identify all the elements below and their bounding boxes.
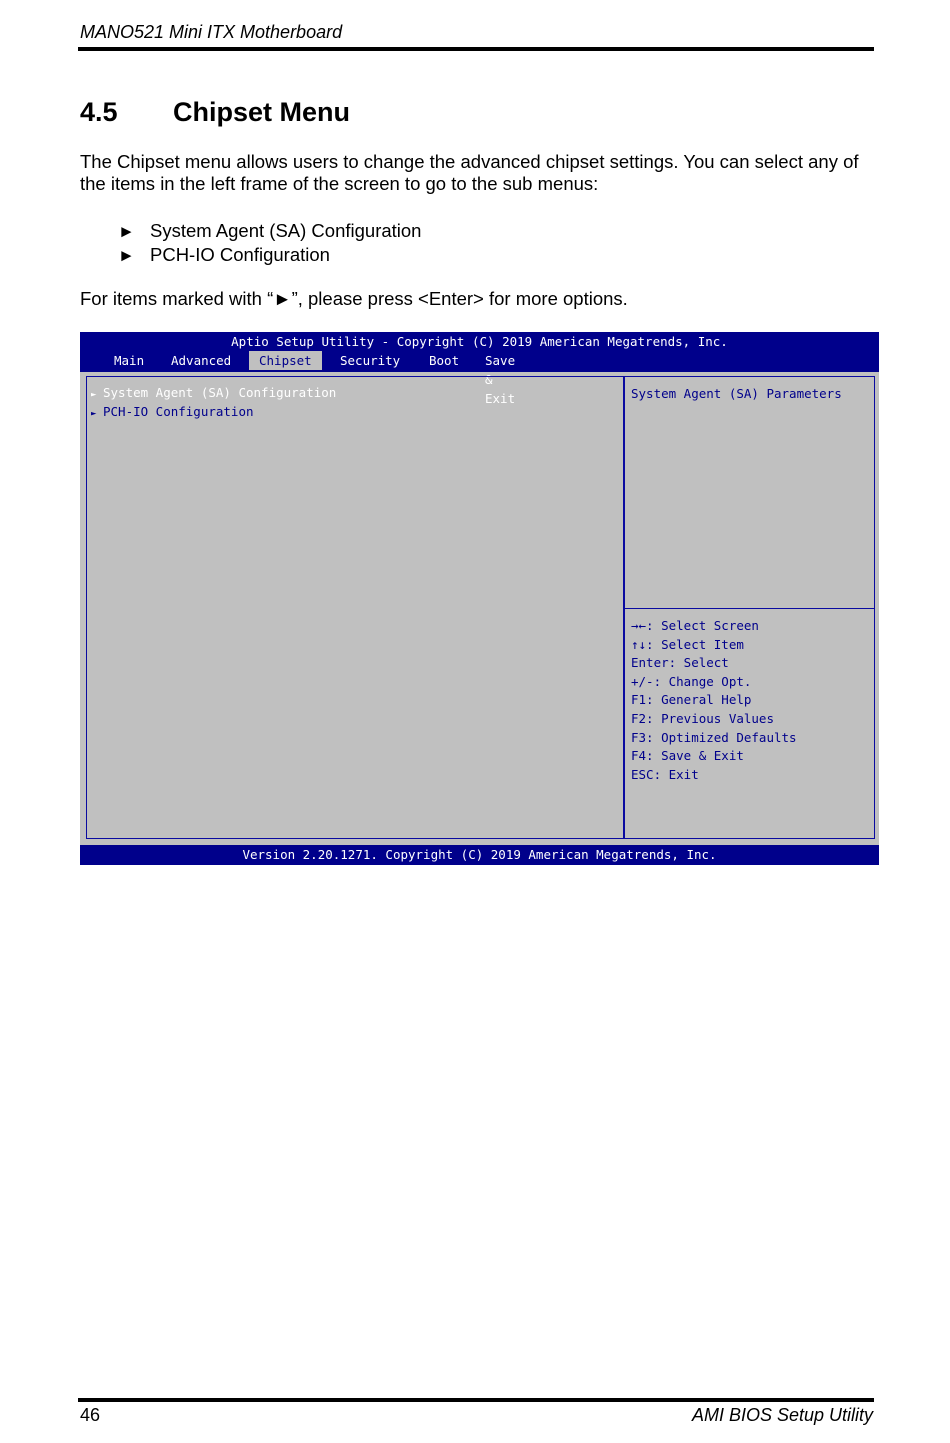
tab-save-exit[interactable]: Save & Exit xyxy=(485,353,516,406)
bios-help-frame xyxy=(623,376,875,839)
key-hint: F4: Save & Exit xyxy=(631,748,744,764)
key-hint: ESC: Exit xyxy=(631,766,699,782)
key-hint: →←: Select Screen xyxy=(631,618,759,633)
submenu-arrow-icon: ► xyxy=(91,390,97,400)
bullet-item xyxy=(118,243,421,267)
menu-item-label: System Agent (SA) Configuration xyxy=(103,385,337,400)
key-hint: F3: Optimized Defaults xyxy=(631,729,797,745)
tab-boot[interactable]: Boot xyxy=(429,353,460,368)
note-paragraph: For items marked with “►”, please press <Enter> for more options. xyxy=(80,288,628,309)
bios-screenshot xyxy=(80,332,879,865)
bullet-label: System Agent (SA) Configuration xyxy=(150,220,422,241)
key-hint: F1: General Help xyxy=(631,692,752,708)
menu-item-pch-io[interactable] xyxy=(91,403,254,421)
page-number: 46 xyxy=(80,1405,101,1425)
tab-chipset[interactable]: Chipset xyxy=(249,351,322,370)
intro-paragraph: The Chipset menu allows users to change the advanced chipset settings. You can select any of the items in the left frame of the screen to go to the sub menus: xyxy=(80,151,859,194)
bios-version-bar: Version 2.20.1271. Copyright (C) 2019 American Megatrends, Inc. xyxy=(80,845,879,865)
tab-main[interactable]: Main xyxy=(114,353,145,368)
key-hint: ↑↓: Select Item xyxy=(631,636,744,652)
tab-security[interactable]: Security xyxy=(340,353,401,368)
bios-menu-frame xyxy=(86,376,625,839)
page-header-title: MANO521 Mini ITX Motherboard xyxy=(80,22,343,42)
section-number: 4.5 xyxy=(80,97,118,127)
bullet-arrow-icon: ► xyxy=(118,222,135,241)
menu-item-label: PCH-IO Configuration xyxy=(103,404,254,419)
key-hint: F2: Previous Values xyxy=(631,710,774,726)
submenu-arrow-icon: ► xyxy=(91,409,97,419)
footer-rule xyxy=(78,1398,874,1402)
section-heading xyxy=(80,97,350,128)
tab-advanced[interactable]: Advanced xyxy=(171,353,232,368)
key-legend xyxy=(631,617,797,784)
submenu-bullet-list xyxy=(118,219,421,267)
footer-title: AMI BIOS Setup Utility xyxy=(691,1405,873,1425)
section-title: Chipset Menu xyxy=(173,97,351,127)
header-rule xyxy=(78,47,874,51)
bullet-arrow-icon: ► xyxy=(118,246,135,265)
key-hint: Enter: Select xyxy=(631,655,729,671)
bullet-label: PCH-IO Configuration xyxy=(150,244,330,265)
help-description: System Agent (SA) Parameters xyxy=(631,386,842,401)
bullet-item xyxy=(118,219,421,243)
help-divider xyxy=(624,608,874,609)
menu-item-system-agent[interactable] xyxy=(91,384,336,402)
bios-title: Aptio Setup Utility - Copyright (C) 2019 American Megatrends, Inc. xyxy=(231,334,728,349)
key-hint: +/-: Change Opt. xyxy=(631,673,752,689)
